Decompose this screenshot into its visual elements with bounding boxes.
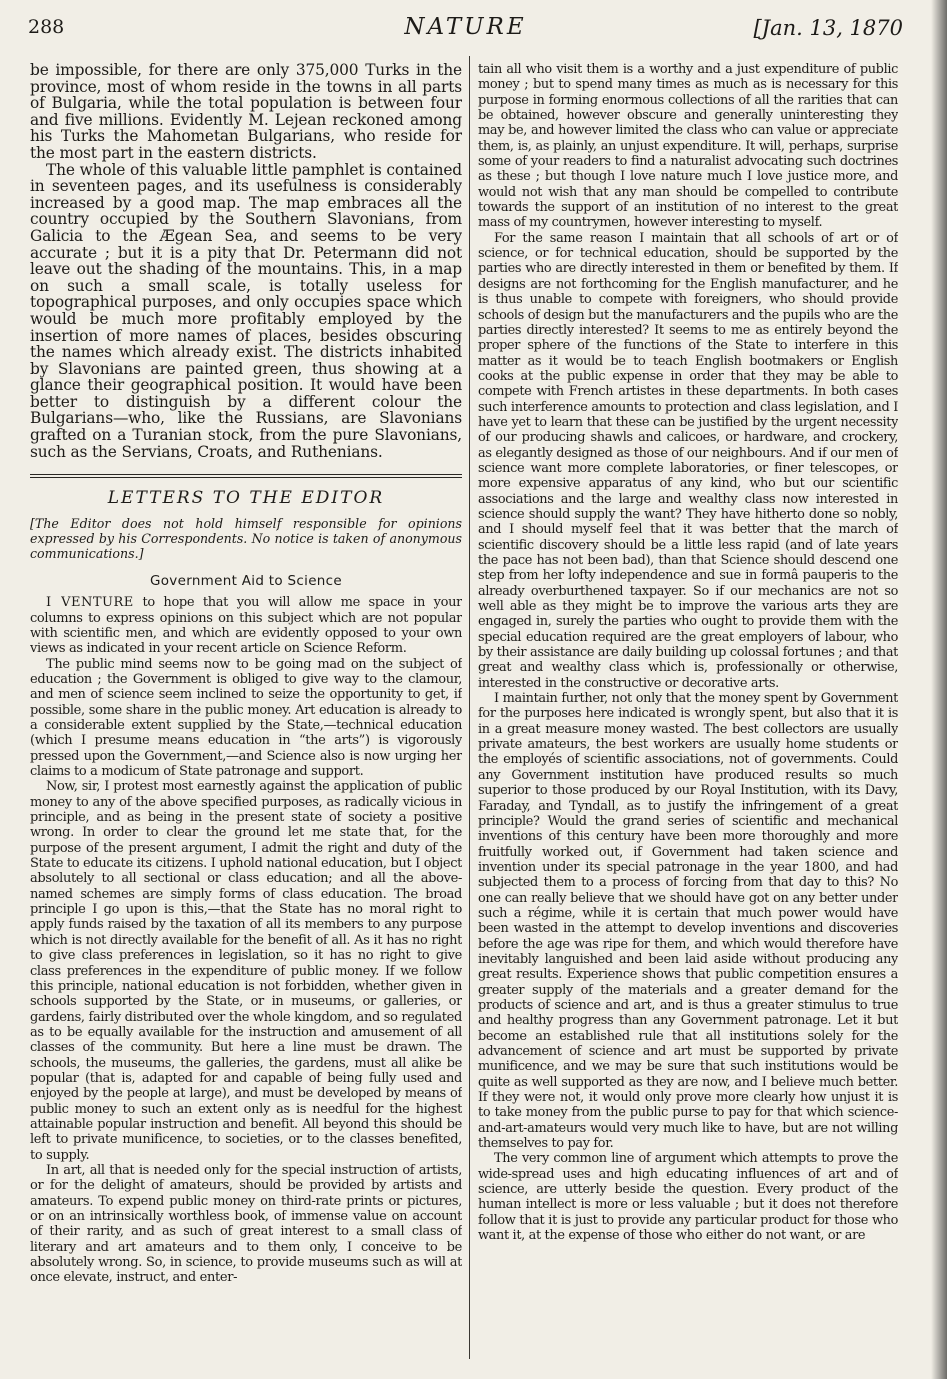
letter-paragraph: The very common line of argument which attempts to prove the wide-spread uses and high educating influences of art and of science, are utterly beside the question. Every product of the human intellect is more or less valuable ; but it does not therefore follow that it is just to provide any particular product for those who want it, at the expense of those who either do not want, or are	[478, 1151, 898, 1244]
page-number: 288	[28, 16, 65, 38]
letter-paragraph: I maintain further, not only that the money spent by Government for the purposes here indicated is wrongly spent, but also that it is in a great measure money wasted. The best collectors are usually private amateurs, the best workers are usually home students or the employés of scientific associations, not of governments. Could any Government institution have produced results so much superior to those produced by our Royal Institution, with its Davy, Faraday, and Tyndall, as to justify the infringement of a great principle? Would the grand series of scientific and mechanical inventions of this century have been more thoroughly and more fruitfully worked out, if Government had taken science and invention under its special patronage in the year 1800, and had subjected them to a process of forcing from that day to this? No one can really believe that we should have got on any better under such a régime, while it is certain that much power would have been wasted in the attempt to develop inventions and discoveries before the age was ripe for them, and which would therefore have inevitably languished and been laid aside without producing any great results. Experience shows that public competition ensures a greater supply of the materials and a greater demand for the products of science and art, and is thus a greater stimulus to true and healthy progress than any Government patronage. Let it but become an established rule that all institutions solely for the advancement of science and art must be supported by private munificence, and we may be sure that such institutions would be quite as well supported as they are now, and I believe much better. If they were not, it would only prove more clearly how unjust it is to take money from the public purse to pay for that which science-and-art-amateurs would very much like to have, but are not willing themselves to pay for.	[478, 691, 898, 1152]
page-edge-shadow	[931, 0, 947, 1379]
opening-words: I VENTURE	[46, 595, 134, 611]
right-column	[478, 62, 898, 1361]
letter-paragraph: For the same reason I maintain that all schools of art or of science, or for technical education, should be supported by the parties who are directly interested in them or benefited by them. If designs are not forthcoming for the English manufacturer, and he is thus unable to compete with foreigners, who should provide schools of design but the manufacturers and the pupils who are the parties directly interested? It seems to me as entirely beyond the proper sphere of the functions of the State to interfere in this matter as it would be to teach English bootmakers or English cooks at the public expense in order that they may be able to compete with French artistes in these departments. In both cases such interference amounts to protection and class legislation, and I have yet to learn that these can be justified by the urgent necessity of our producing shawls and calicoes, or hardware, and crockery, as elegantly designed as those of our neighbours. And if our men of science want more complete laboratories, or finer telescopes, or more expensive apparatus of any kind, who but our scientific associations and the large and wealthy class now interested in science should supply the want? They have hitherto done so nobly, and I should myself feel that it was better that the march of scientific discovery should be a little less rapid (and of late years the pace has not been bad), than that Science should descend one step from her lofty independence and sue in formâ pauperis to the already overburthened taxpayer. So if our mechanics are not so well able as they might be to improve the various arts they are engaged in, surely the parties who ought to provide them with the special education required are the great employers of labour, who by their assistance are daily building up colossal fortunes ; and that great and wealthy class which is, professionally or otherwise, interested in the constructive or decorative arts.	[478, 230, 898, 691]
journal-masthead: NATURE	[404, 14, 527, 40]
pamphlet-review-paragraph: The whole of this valuable little pamphlet is contained in seventeen pages, and its usefulness is considerably increased by a good map. The map embraces all the country occupied by the Southern Slavonians, from Galicia to the Ægean Sea, and seems to be very accurate ; but it is a pity that Dr. Petermann did not leave out the shading of the mountains. This, in a map on such a small scale, is totally useless for topographical purposes, and only occupies space which would be much more profitably employed by the insertion of more names of places, besides obscuring the names which already exist. The districts inhabited by Slavonians are painted green, thus showing at a glance their geographical position. It would have been better to distinguish by a different colour the Bulgarians—who, like the Russians, are Slavonians grafted on a Turanian stock, from the pure Slavonians, such as the Servians, Croats, and Ruthenians.	[30, 160, 462, 461]
section-divider	[30, 474, 462, 478]
left-column	[30, 62, 462, 1361]
editor-disclaimer: [The Editor does not hold himself responsible for opinions expressed by his Correspondents. No notice is taken of anonymous communications.]	[30, 516, 462, 562]
article-title: Government Aid to Science	[149, 573, 342, 590]
letter-paragraph: In art, all that is needed only for the special instruction of artists, or for the delight of amateurs, should be provided by artists and amateurs. To expend public money on third-rate prints or pictures, or on an intrinsically worthless book, of immense value on account of their rarity, and as such of great interest to a small class of literary and art amateurs and to them only, I conceive to be absolutely wrong. So, in science, to provide museums such as will at once elevate, instruct, and enter-	[30, 1162, 462, 1286]
letter-paragraph: tain all who visit them is a worthy and a just expenditure of public money ; but to spend many times as much as is necessary for this purpose in forming enormous collections of all the rarities that can be obtained, however obscure and generally uninteresting they may be, and however limited the class who can value or appreciate them, is, as plainly, an unjust expenditure. It will, perhaps, surprise some of your readers to find a naturalist advocating such doctrines as these ; but though I love nature much I love justice more, and would not wish that any man should be compelled to contribute towards the support of an institution of no interest to the great mass of my countrymen, however interesting to myself.	[478, 62, 898, 231]
column-rule	[469, 56, 470, 1359]
issue-date: [Jan. 13, 1870	[753, 16, 903, 40]
continued-paragraph: be impossible, for there are only 375,000 Turks in the province, most of whom reside in the towns in all parts of Bulgaria, while the total population is between four and five millions. Evidently M. Lejean reckoned among his Turks the Mahometan Bulgarians, who reside for the most part in the eastern districts.	[30, 62, 462, 162]
letter-paragraph: The public mind seems now to be going mad on the subject of education ; the Government is obliged to give way to the clamour, and men of science seem inclined to seize the opportunity to get, if possible, some share in the public money. Art education is already to a considerable extent supplied by the State,—technical education (which I presume means education in “the arts”) is vigorously pressed upon the Government,—and Science also is now urging her claims to a modicum of State patronage and support.	[30, 656, 462, 780]
letter-paragraph	[30, 595, 462, 656]
section-heading: LETTERS TO THE EDITOR	[107, 488, 385, 509]
letter-paragraph: Now, sir, I protest most earnestly against the application of public money to any of the above specified purposes, as radically vicious in principle, and as being in the present state of society a positive wrong. In order to clear the ground let me state that, for the purpose of the present argument, I admit the right and duty of the State to educate its citizens. I uphold national education, but I object absolutely to all sectional or class education; and all the above-named schemes are simply forms of class education. The broad principle I go upon is this,—that the State has no moral right to apply funds raised by the taxation of all its members to any purpose which is not directly available for the benefit of all. As it has no right to give class preferences in legislation, so it has no right to give class preferences in the expenditure of public money. If we follow this principle, national education is not forbidden, whether given in schools supported by the State, or in museums, or galleries, or gardens, fairly distributed over the whole kingdom, and so regulated as to be equally available for the instruction and amusement of all classes of the community. But here a line must be drawn. The schools, the museums, the galleries, the gardens, must all alike be popular (that is, adapted for and capable of being fully used and enjoyed by the people at large), and must be developed by means of public money to such an extent only as is needful for the highest attainable popular instruction and benefit. All beyond this should be left to private munificence, to societies, or to the classes benefited, to supply.	[30, 779, 462, 1163]
page-header	[28, 14, 903, 44]
opening-paragraph-text: to hope that you will allow me space in your columns to express opinions on this subject which are not popular with scientific men, and which are evidently opposed to your own views as indicated in your recent article on Science Reform.	[30, 595, 462, 657]
